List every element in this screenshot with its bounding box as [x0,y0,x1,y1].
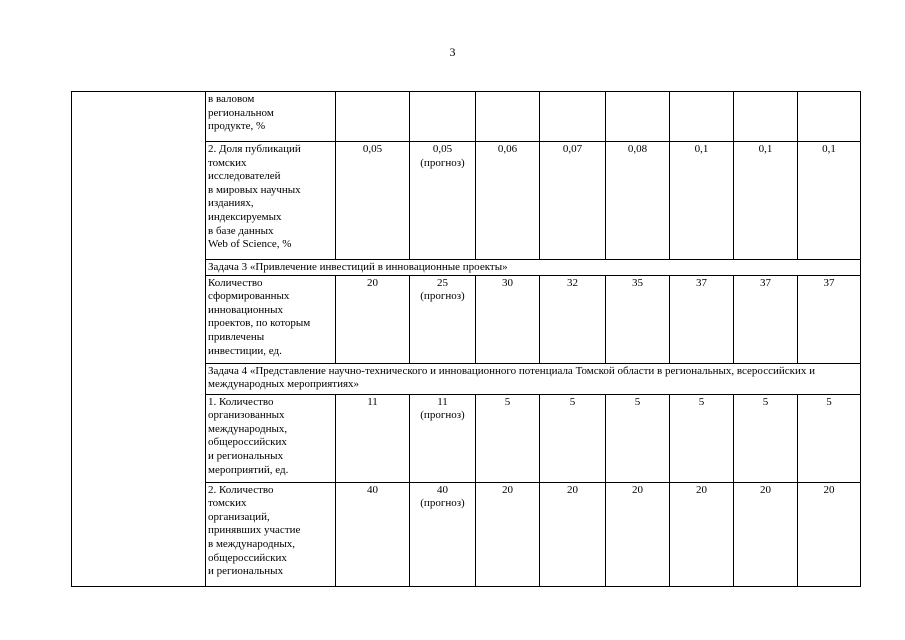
indicator-value: 40 [336,482,410,586]
indicator-value: 0,06 [476,142,540,260]
indicator-value: 20 [734,482,798,586]
task-heading: Задача 4 «Представление научно-технического и инновационного потенциала Томской области в региональных, всероссийских и международных мероприятиях» [206,363,861,394]
indicator-value: 20 [540,482,606,586]
indicator-value: 20 [336,275,410,363]
indicator-value: 11 [336,394,410,482]
indicator-value: 37 [670,275,734,363]
indicator-label: 1. Количество организованных международных, общероссийских и региональных мероприятий, ед. [206,394,336,482]
indicator-value: 5 [798,394,861,482]
indicator-value: 40 (прогноз) [410,482,476,586]
indicator-value: 32 [540,275,606,363]
indicator-value [670,92,734,142]
indicator-value: 35 [606,275,670,363]
indicator-value: 0,1 [798,142,861,260]
indicator-value [798,92,861,142]
indicator-value: 0,07 [540,142,606,260]
indicator-value: 0,1 [670,142,734,260]
indicator-value: 5 [540,394,606,482]
indicators-table [71,91,861,587]
indicator-value [476,92,540,142]
indicator-value: 20 [798,482,861,586]
indicator-value: 20 [606,482,670,586]
indicator-value: 5 [606,394,670,482]
indicator-value: 0,05 [336,142,410,260]
indicator-value: 20 [670,482,734,586]
indicator-value [606,92,670,142]
indicator-label: в валовом региональном продукте, % [206,92,336,142]
indicator-value: 37 [798,275,861,363]
indicator-value [336,92,410,142]
indicator-value: 0,1 [734,142,798,260]
indicator-value: 0,08 [606,142,670,260]
indicator-value: 30 [476,275,540,363]
indicator-value: 5 [734,394,798,482]
indicator-label: 2. Количество томских организаций, принявших участие в международных, общероссийских и региональных [206,482,336,586]
goal-cell [72,92,206,587]
indicator-value [734,92,798,142]
indicator-value: 37 [734,275,798,363]
indicator-value [540,92,606,142]
indicator-label: Количество сформированных инновационных проектов, по которым привлечены инвестиции, ед. [206,275,336,363]
indicator-value: 0,05 (прогноз) [410,142,476,260]
indicator-value: 5 [476,394,540,482]
indicator-value: 20 [476,482,540,586]
indicator-label: 2. Доля публикаций томских исследователей в мировых научных изданиях, индексируемых в базе данных Web of Science, % [206,142,336,260]
indicator-value: 25 (прогноз) [410,275,476,363]
indicator-value: 5 [670,394,734,482]
table-row [72,92,861,142]
page-number: 3 [449,45,456,59]
indicator-value: 11 (прогноз) [410,394,476,482]
indicator-value [410,92,476,142]
task-heading: Задача 3 «Привлечение инвестиций в инновационные проекты» [206,260,861,276]
